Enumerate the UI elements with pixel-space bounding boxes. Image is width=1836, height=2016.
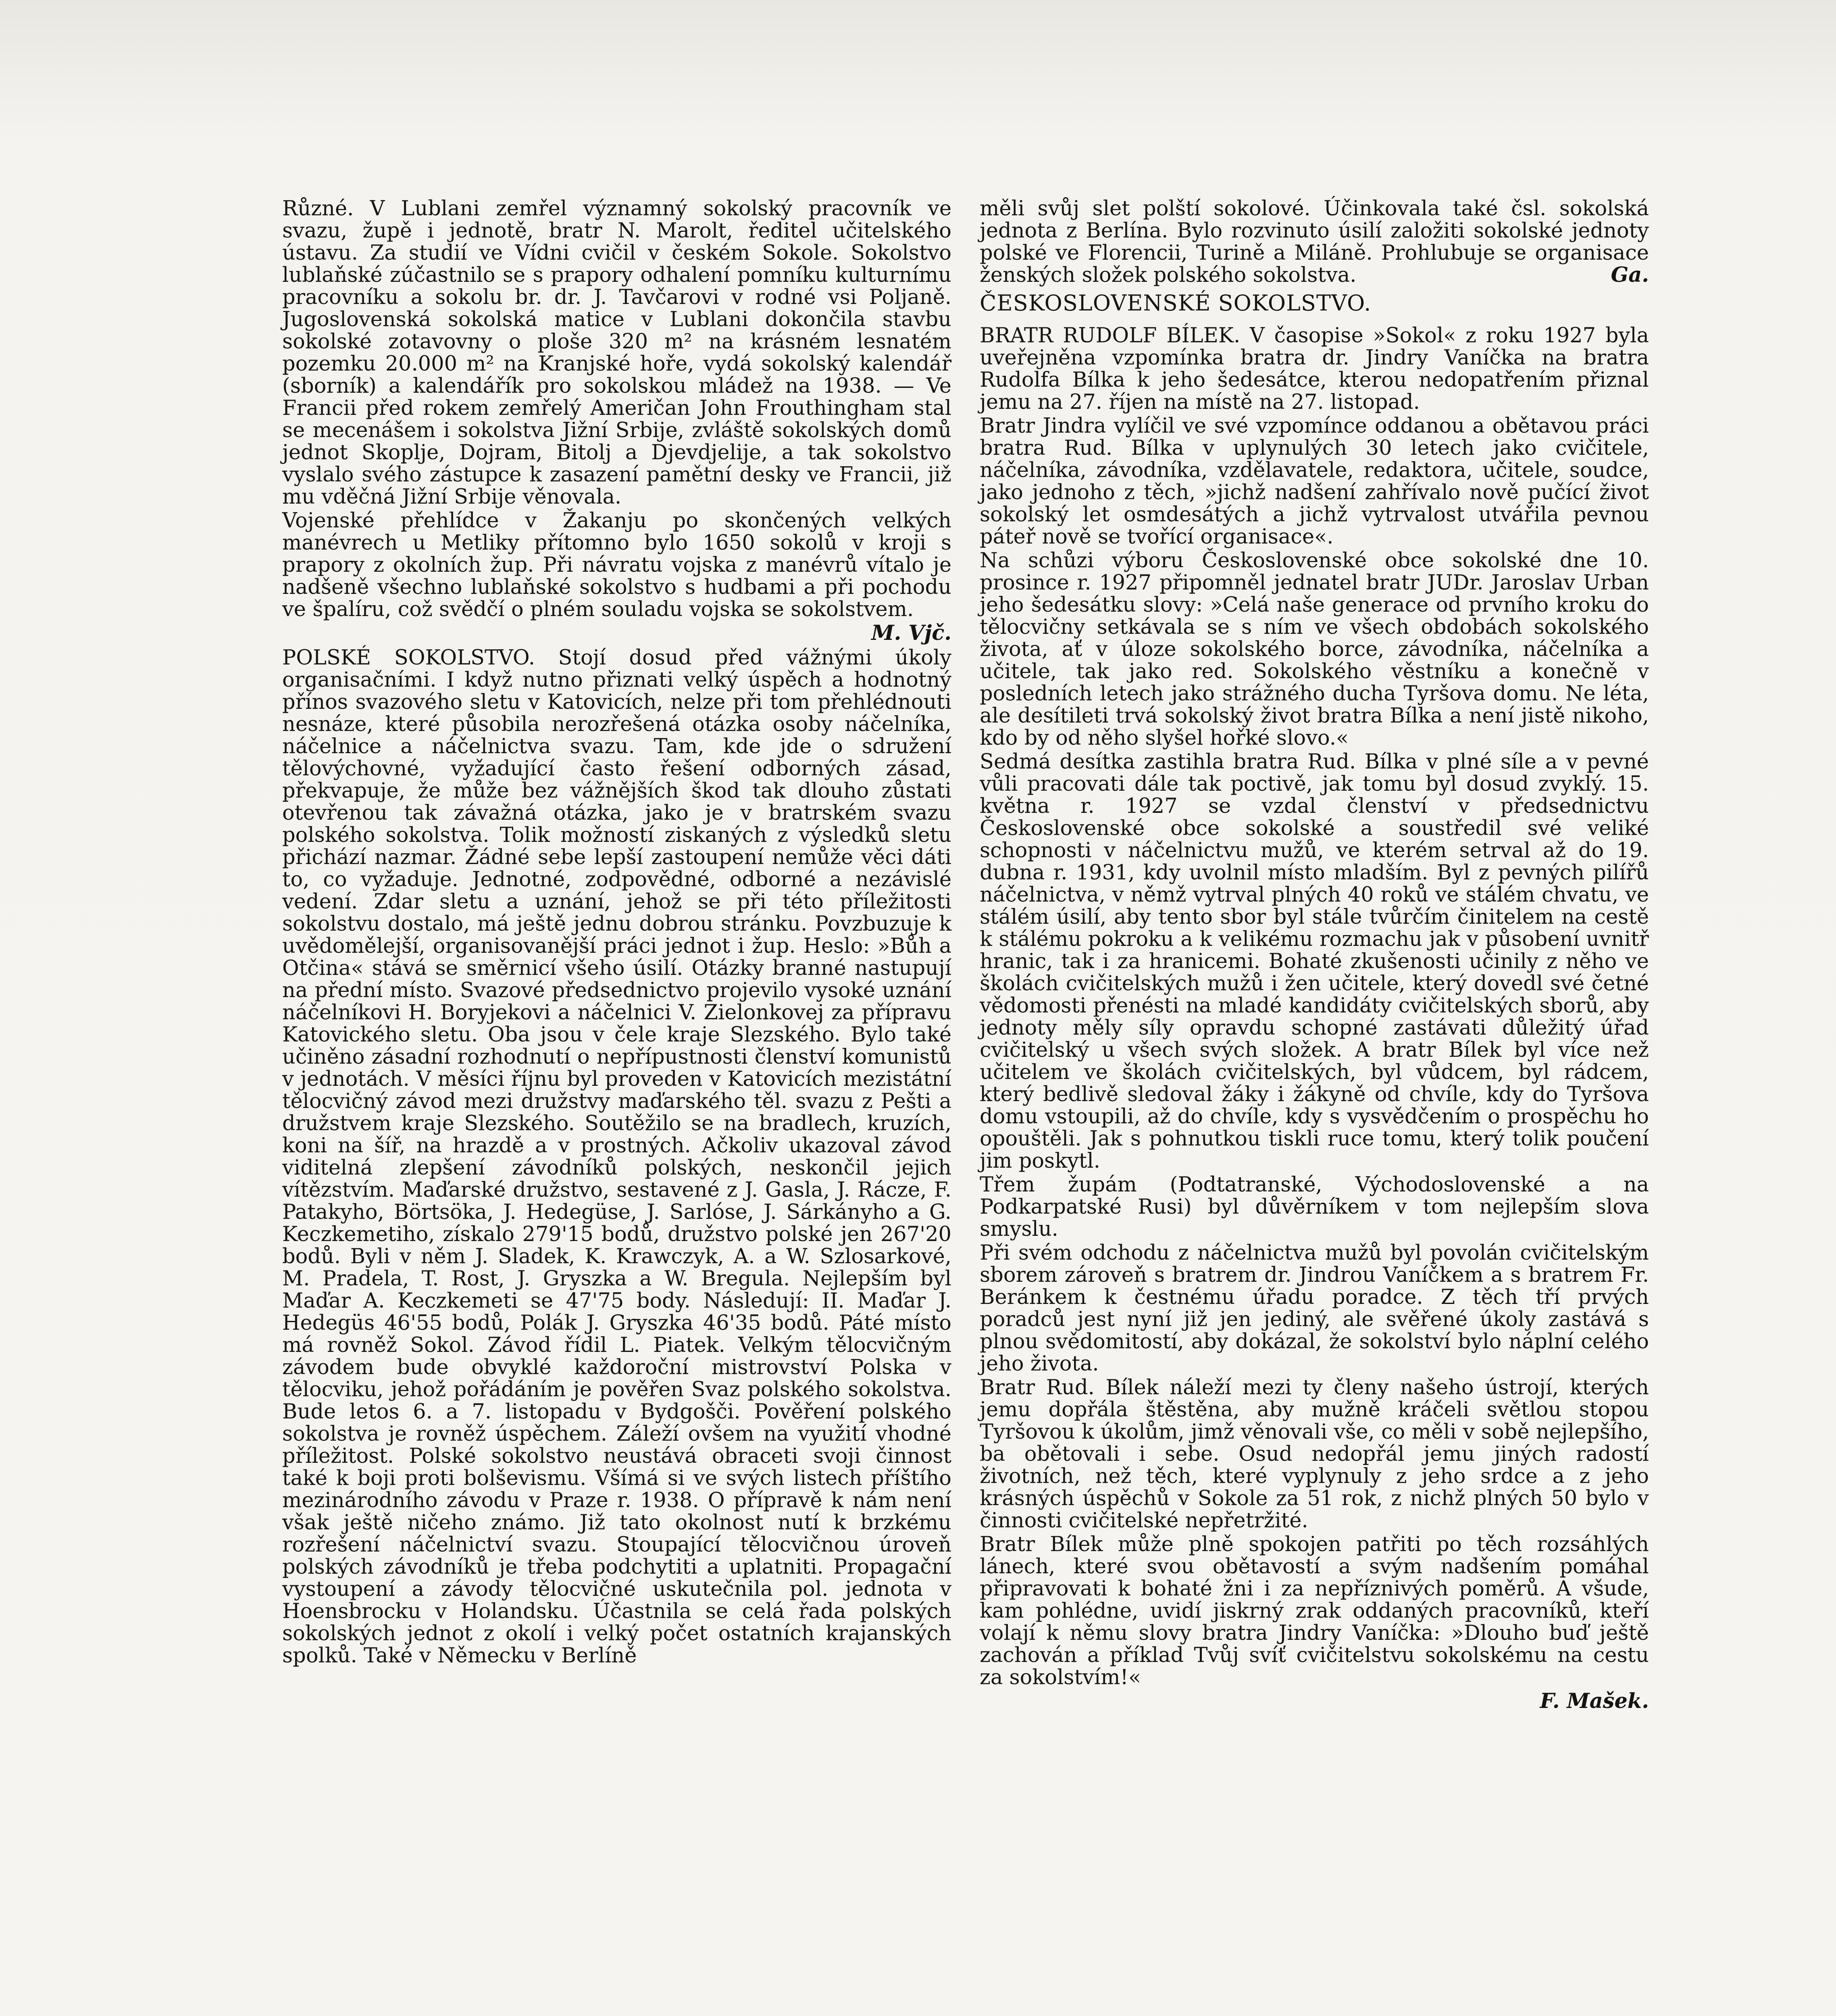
- paragraph-text: POLSKÉ SOKOLSTVO. Stojí dosud před vážnými úkoly organisačními. I když nutno přiznati velký úspěch a hodnotný přínos svazového sletu v Katovicích, nelze při tom přehlédnouti nesnáze, které působila nerozřešená otázka osoby náčelníka, náčelnice a náčelnictva svazu. Tam, kde jde o sdružení tělovýchovné, vyžadující často řešení odborných zásad, překvapuje, že může bez vážnějších škod tak dlouho zůstati otevřenou tak závažná otázka, jako je v bratrském svazu polského sokolstva. Tolik možností ziskaných z výsledků sletu přichází nazmar. Žádné sebe lepší zastoupení nemůže věci dáti to, co vyžaduje. Jednotné, zodpovědné, odborné a nezávislé vedení. Zdar sletu a uznání, jehož se při této příležitosti sokolstvu dostalo, má ještě jednu dobrou stránku. Povzbuzuje k uvědomělejší, organisovanější práci jednot i žup. Heslo: »Bůh a Otčina« stává se směrnicí všeho úsilí. Otázky branné nastupují na přední místo. Svazové předsednictvo projevilo vysoké uznání náčelníkovi H. Boryjekovi a náčelnici V. Zielonkovej za přípravu Katovického sletu. Oba jsou v čele kraje Slezského. Bylo také učiněno zásadní rozhodnutí o nepřípustnosti členství komunistů v jednotách. V měsíci říjnu byl proveden v Katovicích mezistátní tělocvičný závod mezi družstvy maďarského těl. svazu z Pešti a družstvem kraje Slezského. Soutěžilo se na bradlech, kruzích, koni na šíř, na hrazdě a v prostných. Ačkoliv ukazoval závod viditelná zlepšení závodníků polských, neskončil jejich vítězstvím. Maďarské družstvo, sestavené z J. Gasla, J. Rácze, F. Patakyho, Börtsöka, J. Hedegüse, J. Sarlóse, J. Sárkányho a G. Keczkemetiho, získalo 279'15 bodů, družstvo polské jen 267'20 bodů. Byli v něm J. Sladek, K. Krawczyk, A. a W. Szlosarkové, M. Pradela, T. Rost, J. Gryszka a W. Bregula. Nejlepším byl Maďar A. Keczkemeti se 47'75 body. Následují: II. Maďar J. Hedegüs 46'55 bodů, Polák J. Gryszka 46'35 bodů. Páté místo má rovněž Sokol. Závod řídil L. Piatek. Velkým tělocvičným závodem bude obvyklé každoroční mistrovství Polska v tělocviku, jehož pořádáním je pověřen Svaz polského sokolstva. Bude letos 6. a 7. listopadu v Bydgošči. Pověření polského sokolstva je rovněž úspěchem. Záleží ovšem na využití vhodné příležitost. Polské sokolstvo neustává obraceti svoji činnost také k boji proti bolševismu. Všímá si ve svých listech příštího mezinárodního závodu v Praze r. 1938. O přípravě k nám není však ještě ničeho známo. Již tato okolnost nutí k brzkému rozřešení náčelnictví svazu. Stoupající tělocvičnou úroveň polských závodníků je třeba podchytiti a uplatniti. Propagační vystoupení a závody tělocvičné uskutečnila pol. jednota v Hoensbrocku v Holandsku. Účastnila se celá řada polských sokolských jednot z okolí i velký počet ostatních krajanských spolků. Také v Německu v Berlíně: [282, 646, 951, 1668]
- paragraph-text: Bratr Rud. Bílek náleží mezi ty členy našeho ústrojí, kterých jemu dopřála štěstěna, aby mužně kráčeli světlou stopou Tyršovou k úkolům, jimž věnovali vše, co měli v sobě nejlepšího, ba obětovali i sebe. Osud nedopřál jemu jiných radostí životních, než těch, které vyplynuly z jeho srdce a z jeho krásných úspěchů v Sokole za 51 rok, z nichž plných 50 bylo v činnosti cvičitelské nepřetržité.: [980, 1376, 1649, 1533]
- paragraph-bilek-1: [980, 325, 1649, 413]
- paragraph-bilek-3: [980, 550, 1649, 749]
- paragraph-bilek-4: [980, 751, 1649, 1172]
- paragraph-bilek-6: [980, 1242, 1649, 1375]
- right-column: [980, 198, 1649, 1715]
- paragraph-text: Sedmá desítka zastihla bratra Rud. Bílka v plné síle a v pevné vůli pracovati dále tak poctivě, jak tomu byl dosud zvyklý. 15. května r. 1927 se vzdal členství v předsednictvu Československé obce sokolské a soustředil své veliké schopnosti v náčelnictvu mužů, ve kterém setrval až do 19. dubna r. 1931, kdy uvolnil místo mladším. Byl z pevných pilířů náčelnictva, v němž vytrval plných 40 roků ve stálém chvatu, ve stálém úsilí, aby tento sbor byl stále tvůrčím činitelem na cestě k stálému pokroku a k velikému rozmachu jak v působení uvnitř hranic, tak i za hranicemi. Bohaté zkušenosti učinily z něho ve školách cvičitelských mužů i žen učitele, který dovedl své četné vědomosti přenésti na mladé kandidáty cvičitelských sborů, aby jednoty měly síly opravdu schopné zastávati důležitý úřad cvičitelský u všech svých složek. A bratr Bílek byl více než učitelem ve školách cvičitelských, byl vůdcem, byl rádcem, který bedlivě sledoval žáky i žákyně od chvíle, kdy do Tyršova domu vstoupili, až do chvíle, kdy s vysvědčením o prospěchu ho opouštěli. Jak s pohnutkou tiskli ruce tomu, který tolik poučení jim poskytl.: [980, 750, 1649, 1173]
- paragraph-bilek-5: [980, 1174, 1649, 1240]
- paragraph-text: BRATR RUDOLF BÍLEK. V časopise »Sokol« z roku 1927 byla uveřejněna vzpomínka bratra dr. Jindry Vaníčka na bratra Rudolfa Bílka k jeho šedesátce, kterou nedopatřením přiznal jemu na 27. říjen na místě na 27. listopad.: [980, 324, 1649, 414]
- paragraph-text: Různé. V Lublani zemřel významný sokolský pracovník ve svazu, župě i jednotě, bratr N. Marolt, ředitel učitelského ústavu. Za studií ve Vídni cvičil v českém Sokole. Sokolstvo lublaňské zúčastnilo se s prapory odhalení pomníku kulturnímu pracovníku a sokolu br. dr. J. Tavčarovi v rodné vsi Poljaně. Jugoslovenská sokolská matice v Lublani dokončila stavbu sokolské zotavovny o ploše 320 m² na krásném lesnatém pozemku 20.000 m² na Kranjské hoře, vydá sokolský kalendář (sborník) a kalendářík pro sokolskou mládež na 1938. — Ve Francii před rokem zemřelý Američan John Frouthingham stal se mecenášem i sokolstva Jižní Srbije, zvláště sokolských domů jednot Skoplje, Dojram, Bitolj a Djevdjelije, a tak sokolstvo vyslalo svého zástupce k zasazení pamětní desky ve Francii, již mu vděčná Jižní Srbije věnovala.: [282, 197, 951, 509]
- left-column: [282, 198, 951, 1668]
- paragraph-text: Při svém odchodu z náčelnictva mužů byl povolán cvičitelským sborem zároveň s bratrem dr. Jindrou Vaníčkem a s bratrem Fr. Beránkem k čestnému úřadu poradce. Z těch tří prvých poradců jest nyní již jen jediný, ale svěřené úkoly zastává s plnou svědomitostí, aby dokázal, že sokolství bylo náplní celého jeho života.: [980, 1241, 1649, 1376]
- paragraph-polske-continuation: [980, 198, 1649, 286]
- paragraph-text: Třem župám (Podtatranské, Východoslovenské a na Podkarpatské Rusi) byl důvěrníkem v tom nejlepším slova smyslu.: [980, 1173, 1649, 1241]
- paragraph-text: Vojenské přehlídce v Žakanju po skončených velkých manévrech u Metliky přítomno bylo 1650 sokolů v kroji s prapory z okolních žup. Při návratu vojska z manévrů vítalo je nadšeně všechno lublaňské sokolstvo s hudbami a při pochodu ve špalíru, což svědčí o plném souladu vojska se sokolstvem.: [282, 509, 951, 621]
- section-heading-ceskoslovenske: ČESKOSLOVENSKÉ SOKOLSTVO.: [980, 290, 1372, 316]
- paragraph-ruzne: [282, 198, 951, 508]
- paragraph-bilek-8: [980, 1533, 1649, 1689]
- paragraph-polske-sokolstvo: [282, 647, 951, 1667]
- paragraph-text: Bratr Bílek může plně spokojen patřiti po těch rozsáhlých lánech, které svou obětavostí a svým nadšením pomáhal připravovati k bohaté žni i za nepříznivých poměrů. A všude, kam pohlédne, uvidí jiskrný zrak oddaných pracovníků, kteří volají k němu slovy bratra Jindry Vaníčka: »Dlouho buď ještě zachován a příklad Tvůj svíť cvičitelstvu sokolskému na cestu za sokolstvím!«: [980, 1533, 1649, 1689]
- signature-ga: Ga.: [1611, 263, 1649, 287]
- paragraph-text: Na schůzi výboru Československé obce sokolské dne 10. prosince r. 1927 připomněl jednatel bratr JUDr. Jaroslav Urban jeho šedesátku slovy: »Celá naše generace od prvního kroku do tělocvičny setkávala se s ním ve všech obdobách sokolského života, ať v úloze sokolského borce, závodníka, náčelníka a učitele, tak jako red. Sokolského věstníku a konečně v posledních letech jako strážného ducha Tyršova domu. Ne léta, ale desítileti trvá sokolský život bratra Bílka a není jistě nikoho, kdo by od něho slyšel hořké slovo.«: [980, 549, 1649, 750]
- paragraph-text: měli svůj slet polští sokolové. Účinkovala také čsl. sokolská jednota z Berlína. Bylo rozvinuto úsilí založiti sokolské jednoty polské ve Florencii, Turině a Miláně. Prohlubuje se organisace ženských složek polského sokolstva.: [980, 197, 1649, 287]
- paragraph-bilek-2: [980, 415, 1649, 548]
- paragraph-vojenske: [282, 510, 951, 621]
- signature-masek: F. Mašek.: [1540, 1689, 1649, 1713]
- signature-mvjc: M. Vjč.: [871, 621, 951, 645]
- paragraph-bilek-7: [980, 1377, 1649, 1532]
- paragraph-text: Bratr Jindra vylíčil ve své vzpomínce oddanou a obětavou práci bratra Rud. Bílka v uplynulých 30 letech jako cvičitele, náčelníka, závodníka, vzdělavatele, redaktora, učitele, soudce, jako jednoho z těch, »jichž nadšení zahřívalo nově pučící život sokolský let osmdesátých a jichž vytrvalost utvářila pevnou páteř nově se tvořící organisace«.: [980, 414, 1649, 549]
